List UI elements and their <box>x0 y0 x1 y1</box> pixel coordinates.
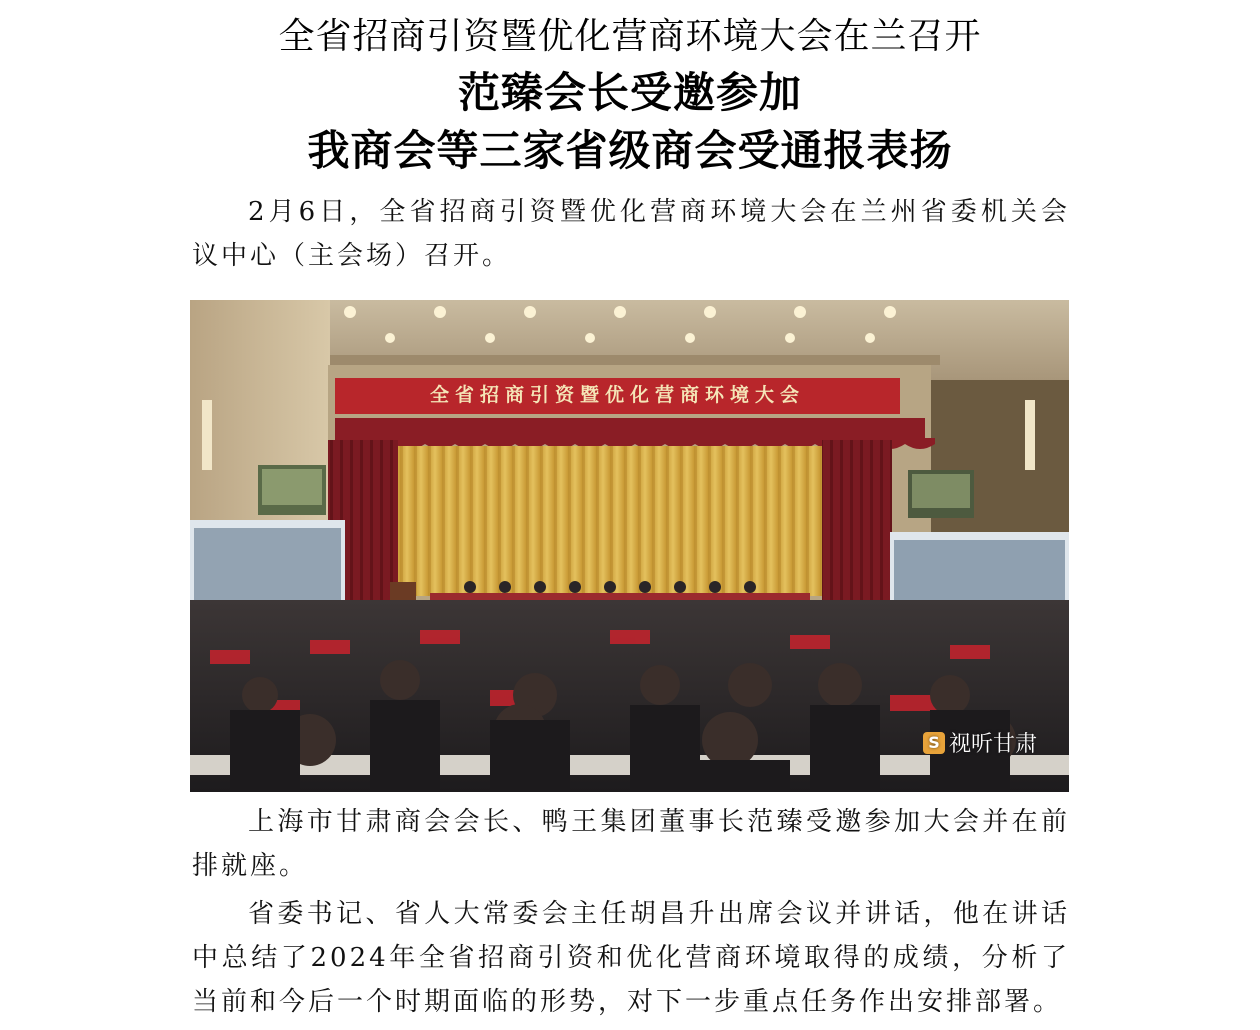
paragraph-2: 上海市甘肃商会会长、鸭王集团董事长范臻受邀参加大会并在前排就座。 <box>192 807 1070 881</box>
photo-watermark <box>923 727 1037 758</box>
watermark-logo-icon: S <box>923 732 945 754</box>
article-title-line-1: 全省招商引资暨优化营商环境大会在兰召开 <box>278 16 982 57</box>
stage-banner-text: 全省招商引资暨优化营商环境大会 <box>429 384 805 406</box>
paragraph-1: 2月6日，全省招商引资暨优化营商环境大会在兰州省委机关会议中心（主会场）召开。 <box>192 197 1070 271</box>
watermark-text: 视听甘肃 <box>948 732 1037 757</box>
conference-photo <box>190 300 1069 792</box>
article-title-line-2: 范臻会长受邀参加 <box>457 68 802 117</box>
article-title-line-3: 我商会等三家省级商会受通报表扬 <box>307 126 953 175</box>
conference-hall-illustration <box>190 300 1069 792</box>
paragraph-3: 省委书记、省人大常委会主任胡昌升出席会议并讲话，他在讲话中总结了2024年全省招商引资和优化营商环境取得的成绩，分析了当前和今后一个时期面临的形势，对下一步重点任务作出安排部署。 <box>192 899 1070 1017</box>
